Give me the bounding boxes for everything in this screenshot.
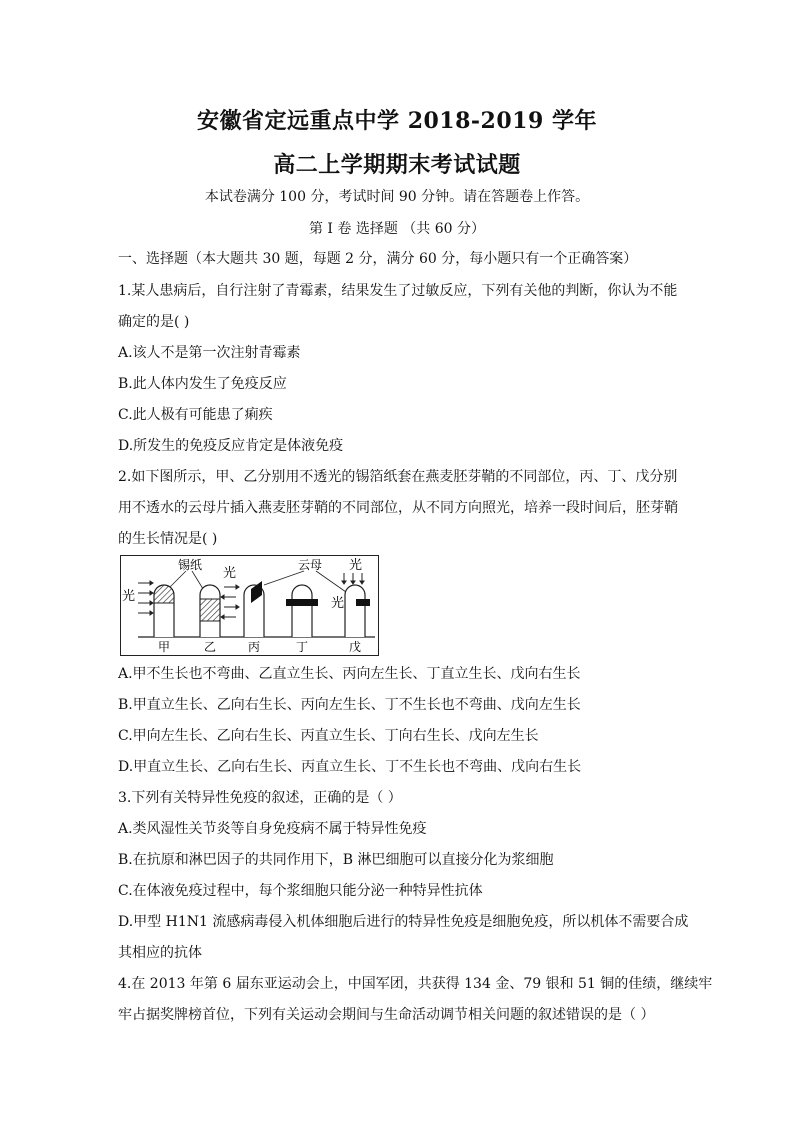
q2-option-a: A.甲不生长也不弯曲、乙直立生长、丙向左生长、丁直立生长、戊向右生长 (118, 666, 581, 682)
light-label-left: 光 (122, 589, 136, 604)
q1-option-d: D.所发生的免疫反应肯定是体液免疫 (118, 438, 344, 454)
seedling-bing (244, 581, 264, 637)
light-label-top: 光 (349, 558, 363, 573)
label-bing: 丙 (248, 640, 261, 654)
q3-option-d-line1: D.甲型 H1N1 流感病毒侵入机体细胞后进行的特异性免疫是细胞免疫，所以机体不需要合成 (118, 914, 689, 930)
q3-option-a: A.类风湿性关节炎等自身免疫病不属于特异性免疫 (118, 821, 427, 837)
q1-option-b: B.此人体内发生了免疫反应 (118, 376, 287, 392)
label-wu: 戊 (349, 640, 362, 654)
q2-stem-line1: 2.如下图所示，甲、乙分别用不透光的锡箔纸套在燕麦胚芽鞘的不同部位，丙、丁、戊分别 (118, 469, 678, 485)
label-yi: 乙 (204, 640, 217, 654)
q1-stem-line1: 1.某人患病后，自行注射了青霉素，结果发生了过敏反应，下列有关他的判断，你认为不能 (118, 283, 678, 299)
q2-option-d: D.甲直立生长、乙向右生长、丙直立生长、丁不生长也不弯曲、戊向右生长 (118, 759, 582, 775)
exam-title-line1: 安徽省定远重点中学 2018-2019 学年 (197, 108, 597, 134)
exam-title-line2: 高二上学期期末考试试题 (273, 152, 521, 178)
part-heading: 一、选择题（本大题共 30 题，每题 2 分，满分 60 分，每小题只有一个正确答案） (118, 251, 638, 267)
mica-label: 云母 (298, 558, 323, 572)
coleoptile-figure (120, 555, 379, 656)
foil-label: 锡纸 (178, 558, 203, 572)
q2-stem-line2: 用不透水的云母片插入燕麦胚芽鞘的不同部位，从不同方向照光，培养一段时间后，胚芽鞘 (118, 500, 678, 516)
q2-option-b: B.甲直立生长、乙向右生长、丙向左生长、丁不生长也不弯曲、戊向左生长 (118, 697, 581, 713)
seedling-yi (200, 585, 220, 637)
exam-note: 本试卷满分 100 分，考试时间 90 分钟。请在答题卷上作答。 (204, 189, 590, 205)
q4-stem-line1: 4.在 2013 年第 6 届东亚运动会上，中国军团，共获得 134 金、79 银和 51 铜的佳绩，继续牢 (118, 976, 713, 992)
q4-stem-line2: 牢占据奖牌榜首位，下列有关运动会期间与生命活动调节相关问题的叙述错误的是（ ） (118, 1007, 655, 1023)
section-heading: 第 I 卷 选择题 （共 60 分） (308, 221, 486, 237)
light-label-right: 光 (331, 596, 345, 611)
label-ding: 丁 (296, 640, 309, 654)
q2-option-c: C.甲向左生长、乙向右生长、丙直立生长、丁向右生长、戊向左生长 (118, 728, 539, 744)
light-label-middle: 光 (223, 566, 237, 581)
q1-stem-line2: 确定的是( ) (118, 314, 190, 330)
q1-option-c: C.此人极有可能患了痢疾 (118, 407, 273, 423)
q3-stem: 3.下列有关特异性免疫的叙述，正确的是（ ） (118, 790, 402, 806)
q3-option-d-line2: 其相应的抗体 (118, 945, 202, 961)
seedling-jia (154, 585, 174, 637)
q3-option-c: C.在体液免疫过程中，每个浆细胞只能分泌一种特异性抗体 (118, 883, 483, 899)
label-jia: 甲 (158, 640, 171, 654)
q1-option-a: A.该人不是第一次注射青霉素 (118, 345, 301, 361)
q2-stem-line3: 的生长情况是( ) (118, 531, 218, 547)
q3-option-b: B.在抗原和淋巴因子的共同作用下，B 淋巴细胞可以直接分化为浆细胞 (118, 852, 554, 868)
